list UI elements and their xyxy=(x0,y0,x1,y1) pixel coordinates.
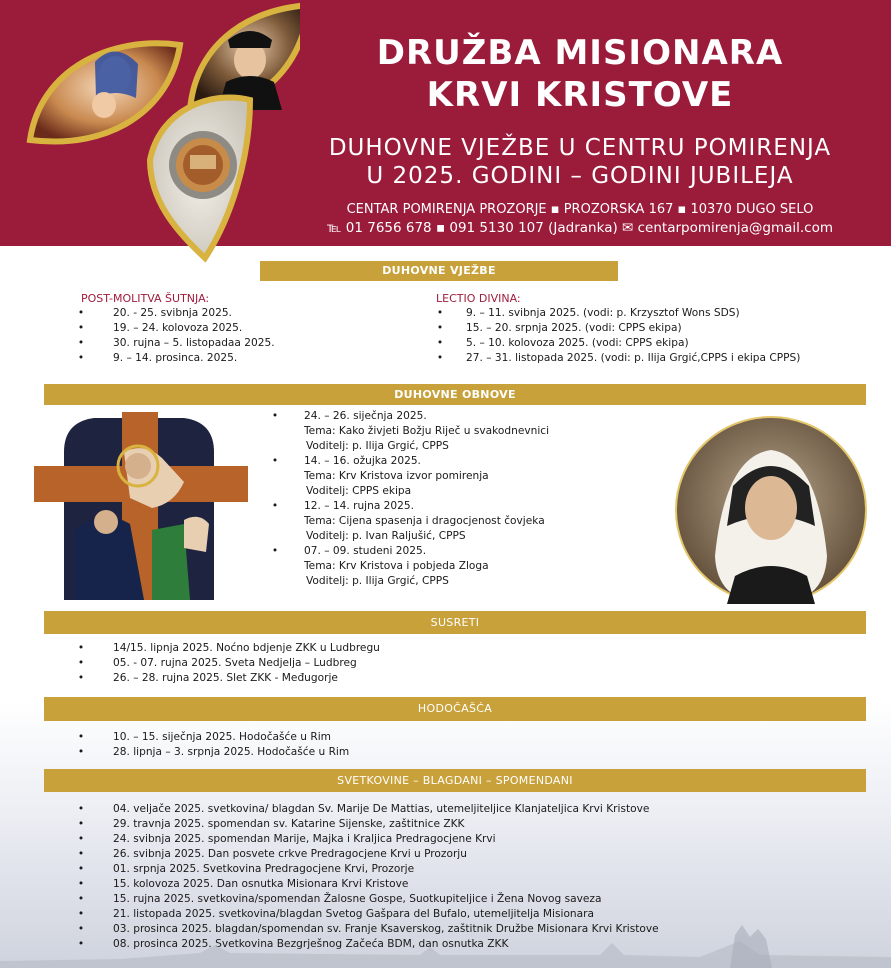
list-item: • 26. – 28. rujna 2025. Slet ZKK - Međugorje xyxy=(77,672,338,684)
list-item: • 9. – 14. prosinca. 2025. xyxy=(77,352,238,364)
subtitle-line-2: U 2025. GODINI – GODINI JUBILEJA xyxy=(366,163,794,189)
obnova-item: • 07. – 09. studeni 2025. Tema: Krv Kristova i pobjeda Zloga Voditelj: p. Ilija Grgić, CPPS xyxy=(271,545,489,587)
list-lectio-divina xyxy=(436,306,876,366)
list-item: • 14/15. lipnja 2025. Noćno bdjenje ZKK u Ludbregu xyxy=(77,642,380,654)
list-hodocasca xyxy=(77,730,840,760)
list-item: • 05. - 07. rujna 2025. Sveta Nedjelja – Ludbreg xyxy=(77,657,357,669)
list-item: • 03. prosinca 2025. blagdan/spomendan sv. Franje Ksaverskog, zaštitnik Družbe Misionara Krvi Kristove xyxy=(77,923,659,935)
list-item: • 5. – 10. kolovoza 2025. (vodi: CPPS ekipa) xyxy=(436,337,689,349)
list-item: • 19. – 24. kolovoza 2025. xyxy=(77,322,243,334)
address-line: CENTAR POMIRENJA PROZORJE ▪ PROZORSKA 167 ▪ 10370 DUGO SELO xyxy=(346,202,814,217)
list-item: • 30. rujna – 5. listopadaa 2025. xyxy=(77,337,275,349)
list-item: • 10. – 15. siječnja 2025. Hodočašće u Rim xyxy=(77,731,331,743)
bottom-landscape-image xyxy=(0,925,891,968)
list-item: • 15. rujna 2025. svetkovina/spomendan Žalosne Gospe, Suotkupiteljice i Žena Novog saveza xyxy=(77,893,602,905)
list-item: • 20. - 25. svibnja 2025. xyxy=(77,307,232,319)
list-item: • 28. lipnja – 3. srpnja 2025. Hodočašće u Rim xyxy=(77,746,350,758)
header-petal-images xyxy=(0,0,300,270)
title-line-1: DRUŽBA MISIONARA xyxy=(376,33,784,73)
list-item: • 24. svibnja 2025. spomendan Marije, Majka i Kraljica Predragocjene Krvi xyxy=(77,833,496,845)
list-item: • 27. – 31. listopada 2025. (vodi: p. Ilija Grgić,CPPS i ekipa CPPS) xyxy=(436,352,801,364)
page-title xyxy=(300,32,860,116)
list-item: • 26. svibnja 2025. Dan posvete crkve Predragocjene Krvi u Prozorju xyxy=(77,848,467,860)
list-item: • 9. – 11. svibnja 2025. (vodi: p. Krzysztof Wons SDS) xyxy=(436,307,740,319)
list-obnove xyxy=(265,409,645,589)
obnova-item: • 12. – 14. rujna 2025. Tema: Cijena spasenja i dragocjenost čovjeka Voditelj: p. Ivan Raljušić, CPPS xyxy=(271,500,545,542)
list-post-molitva xyxy=(77,306,400,366)
heading-lectio-divina: LECTIO DIVINA: xyxy=(436,292,521,305)
list-item: • 15. kolovoza 2025. Dan osnutka Misionara Krvi Kristove xyxy=(77,878,409,890)
crucifix-image xyxy=(34,412,248,600)
section-bar-susreti: SUSRETI xyxy=(44,611,866,634)
list-item: • 15. – 20. srpnja 2025. (vodi: CPPS ekipa) xyxy=(436,322,682,334)
section-bar-obnove: DUHOVNE OBNOVE xyxy=(44,384,866,405)
list-item: • 21. listopada 2025. svetkovina/blagdan Svetog Gašpara del Bufalo, utemeljitelja Misionara xyxy=(77,908,594,920)
list-susreti xyxy=(77,641,840,686)
heading-post-molitva: POST-MOLITVA ŠUTNJA: xyxy=(81,292,210,305)
contact-line: ℡ 01 7656 678 ▪ 091 5130 107 (Jadranka) ✉ centarpomirenja@gmail.com xyxy=(326,220,834,236)
list-item: • 01. srpnja 2025. Svetkovina Predragocjene Krvi, Prozorje xyxy=(77,863,415,875)
title-line-2: KRVI KRISTOVE xyxy=(426,75,734,115)
saint-portrait-image xyxy=(675,416,867,604)
obnova-item: • 24. – 26. siječnja 2025. Tema: Kako živjeti Božju Riječ u svakodnevnici Voditelj: p. Ilija Grgić, CPPS xyxy=(271,410,550,452)
section-bar-vjezbe: DUHOVNE VJEŽBE xyxy=(260,261,618,281)
page-subtitle xyxy=(300,134,860,190)
section-bar-hodocasca: HODOČAŠĆA xyxy=(44,697,866,721)
subtitle-line-1: DUHOVNE VJEŽBE U CENTRU POMIRENJA xyxy=(328,135,832,161)
list-item: • 08. prosinca 2025. Svetkovina Bezgrješnog Začeća BDM, dan osnutka ZKK xyxy=(77,938,509,950)
list-item: • 04. veljače 2025. svetkovina/ blagdan Sv. Marije De Mattias, utemeljiteljice Klanjateljica Krvi Kristove xyxy=(77,803,650,815)
list-item: • 29. travnja 2025. spomendan sv. Katarine Sijenske, zaštitnice ZKK xyxy=(77,818,465,830)
obnova-item: • 14. – 16. ožujka 2025. Tema: Krv Kristova izvor pomirenja Voditelj: CPPS ekipa xyxy=(271,455,489,497)
section-bar-svetkovine: SVETKOVINE – BLAGDANI – SPOMENDANI xyxy=(44,769,866,792)
